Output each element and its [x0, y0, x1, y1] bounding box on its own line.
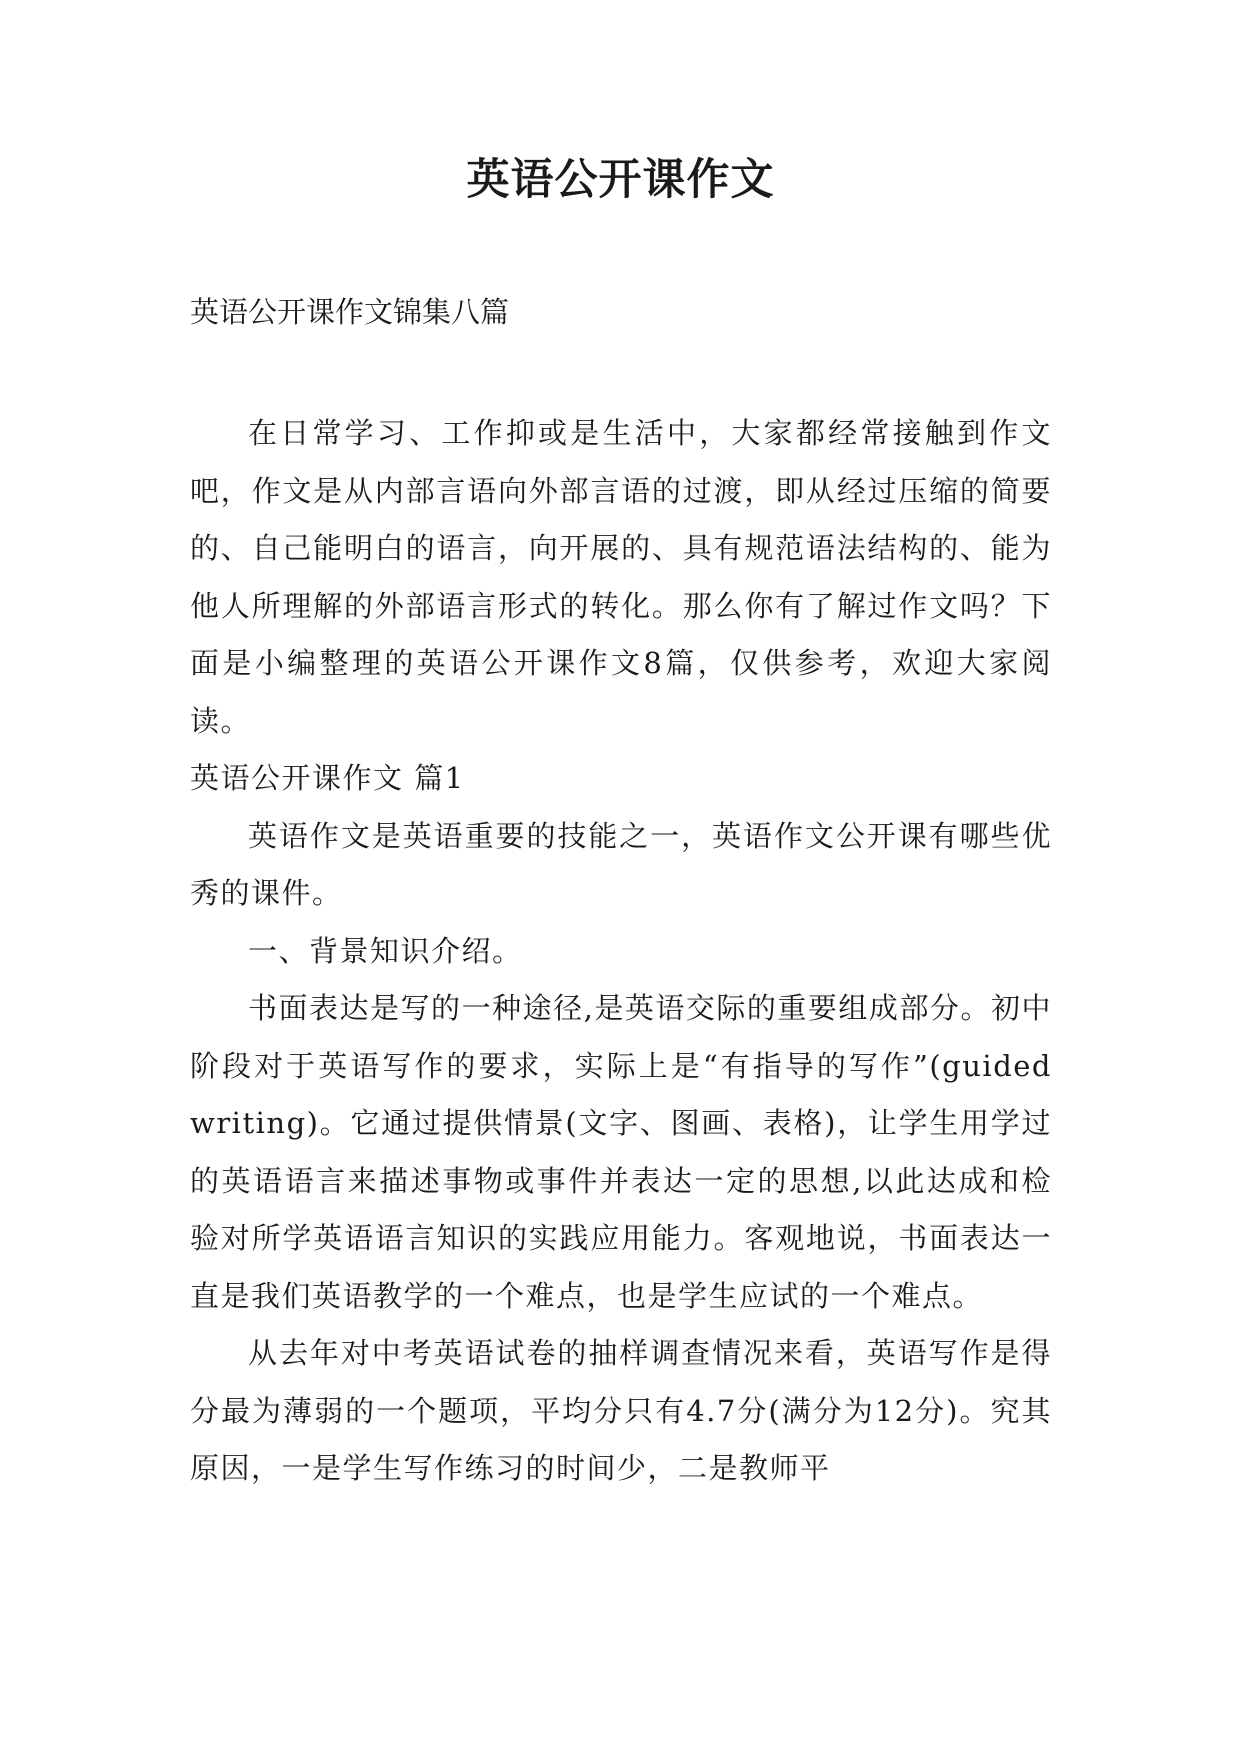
document-subtitle: 英语公开课作文锦集八篇: [190, 295, 510, 329]
document-title: 英语公开课作文: [466, 155, 775, 205]
body-paragraph: 书面表达是写的一种途径,是英语交际的重要组成部分。初中阶段对于英语写作的要求，实际上是“有指导的写作”(guided writing)。它通过提供情景(文字、图画、表格)，让学生用学过的英语语言来描述事物或事件并表达一定的思想,以此达成和检验对所学英语语言知识的实践应用能力。客观地说，书面表达一直是我们英语教学的一个难点，也是学生应试的一个难点。: [190, 991, 1052, 1313]
section-heading: 英语公开课作文 篇1: [190, 761, 465, 795]
intro-paragraph: 在日常学习、工作抑或是生活中，大家都经常接触到作文吧，作文是从内部言语向外部言语的过渡，即从经过压缩的简要的、自己能明白的语言，向开展的、具有规范语法结构的、能为他人所理解的外部语言形式的转化。那么你有了解过作文吗？下面是小编整理的英语公开课作文8篇，仅供参考，欢迎大家阅读。: [190, 416, 1052, 738]
body-paragraph: 一、背景知识介绍。: [248, 933, 523, 968]
body-paragraph: 从去年对中考英语试卷的抽样调查情况来看，英语写作是得分最为薄弱的一个题项，平均分只有4.7分(满分为12分)。究其原因，一是学生写作练习的时间少，二是教师平: [190, 1336, 1052, 1485]
document-body: [190, 405, 1052, 1498]
body-paragraph: 英语作文是英语重要的技能之一，英语作文公开课有哪些优秀的课件。: [190, 818, 1052, 910]
